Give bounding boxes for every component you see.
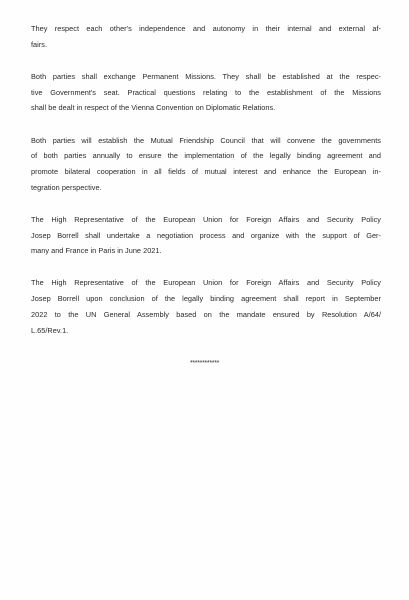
paragraph-permanent-missions xyxy=(31,69,381,116)
text-line: tegration perspective. xyxy=(31,182,102,192)
text-line: tive Government's seat. Practical questions relating to the establishment of the Missions xyxy=(31,87,381,97)
paragraph-friendship-council xyxy=(31,133,381,196)
paragraph-negotiation-process xyxy=(31,212,381,259)
text-line: Both parties will establish the Mutual Friendship Council that will convene the governments xyxy=(31,135,381,145)
text-line: of both parties annually to ensure the implementation of the legally binding agreement and xyxy=(31,151,381,161)
text-line: Josep Borrell shall undertake a negotiation process and organize with the support of Ger- xyxy=(31,230,381,240)
document-body xyxy=(31,21,381,338)
text-line: many and France in Paris in June 2021. xyxy=(31,246,162,256)
text-line: Both parties shall exchange Permanent Missions. They shall be established at the respec- xyxy=(31,71,381,81)
text-line: fairs. xyxy=(31,39,48,49)
paragraph-independence xyxy=(31,21,381,52)
text-line: promote bilateral cooperation in all fields of mutual interest and enhance the European in- xyxy=(31,166,381,176)
text-line: The High Representative of the European Union for Foreign Affairs and Security Policy xyxy=(31,278,381,288)
text-line: The High Representative of the European Union for Foreign Affairs and Security Policy xyxy=(31,214,381,224)
text-line: They respect each other's independence and autonomy in their internal and external af- xyxy=(31,24,381,33)
text-line: 2022 to the UN General Assembly based on the mandate ensured by Resolution A/64/ xyxy=(31,309,381,319)
text-line: Josep Borrell upon conclusion of the legally binding agreement shall report in September xyxy=(31,294,381,304)
text-line: L.65/Rev.1. xyxy=(31,325,69,335)
text-line: shall be dealt in respect of the Vienna Convention on Diplomatic Relations. xyxy=(31,103,276,113)
section-separator: ************ xyxy=(189,360,220,367)
paragraph-un-report xyxy=(31,275,381,338)
